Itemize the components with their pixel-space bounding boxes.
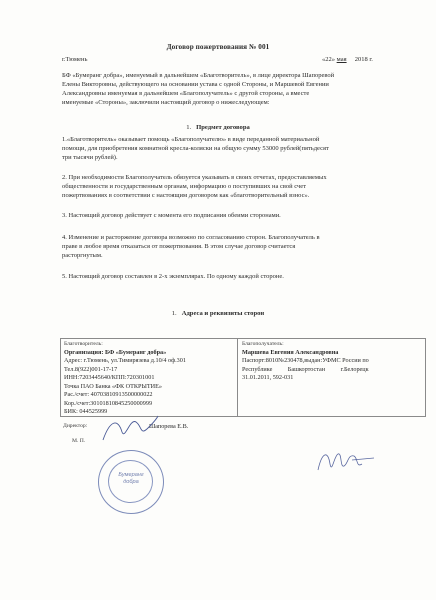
director-name: Шапорева Е.В. xyxy=(149,423,189,430)
donor-details xyxy=(64,340,236,417)
donor-address: Адрес: г.Тюмень, ул.Тимирязева д.10/4 оф.301 xyxy=(64,357,186,364)
intro-line: БФ «Бумеранг добра», именуемый в дальнейшем «Благотворитель», в лице директора Шапоревой xyxy=(62,72,335,79)
date-day: «22» xyxy=(322,56,335,63)
recipient-signature xyxy=(312,440,382,490)
clause-line: 2. При необходимости Благополучатель обязуется указывать в своих отчетах, предоставляемых xyxy=(62,174,327,181)
intro-line: именуемые «Стороны», заключили настоящий договор о нижеследующем: xyxy=(62,99,270,106)
section-title: Предмет договора xyxy=(196,124,250,131)
date-month: мая xyxy=(336,56,347,63)
requisites-table xyxy=(60,338,426,417)
section-heading-requisites xyxy=(0,310,436,317)
document-date xyxy=(322,56,373,63)
director-signature xyxy=(100,410,160,445)
clause-3 xyxy=(62,211,421,220)
clause-line: 3. Настоящий договор действует с момента его подписания обеими сторонами. xyxy=(62,212,281,219)
clause-2 xyxy=(62,173,421,200)
donor-corr-account: Кор./счет:30101810845250000999 xyxy=(64,399,153,407)
stamp-line-1: Бумеранг xyxy=(118,472,144,478)
recipient-name: Маршева Евгения Александровна xyxy=(242,348,339,356)
section-number: 1. xyxy=(186,124,192,131)
clause-5 xyxy=(62,272,421,281)
table-divider xyxy=(237,339,238,416)
clause-4 xyxy=(62,233,421,260)
intro-paragraph xyxy=(62,71,421,107)
recipient-passport: Паспорт:8010№230478,выдан:УФМС России по xyxy=(242,357,369,364)
date-year: 2018 г. xyxy=(354,56,373,63)
section-heading-subject xyxy=(0,124,436,131)
document-city: г.Тюмень xyxy=(62,56,88,63)
recipient-caption: Благополучатель: xyxy=(242,341,284,347)
donor-phone: Тел.8(922)001-17-17 xyxy=(64,365,118,373)
donor-org: Организация: БФ «Бумеранг добра» xyxy=(64,348,167,356)
clause-line: расторгнутым. xyxy=(62,252,103,259)
donor-bank: Точка ПАО Банка «ФК ОТКРЫТИЕ» xyxy=(64,382,163,390)
stamp-place-label: М. П. xyxy=(72,438,86,444)
document-title: Договор пожертвования № 001 xyxy=(166,43,270,51)
clause-line: 5. Настоящий договор составлен в 2-х экземплярах. По одному каждой стороне. xyxy=(62,273,284,280)
stamp-line-2: добра xyxy=(123,479,139,485)
clause-line: общественности и государственным органам, информацию о поступивших на свой счет xyxy=(62,183,307,190)
section-title: Адреса и реквизиты сторон xyxy=(181,310,265,317)
clause-1 xyxy=(62,135,421,162)
donor-caption: Благотворитель: xyxy=(64,341,103,347)
organization-stamp xyxy=(98,450,164,514)
donor-account: Рас./счет: 40703810913500000022 xyxy=(64,391,153,398)
clause-line: три тысячи рублей). xyxy=(62,154,118,161)
donor-inn: ИНН:7203445640/КПП:720301001 xyxy=(64,374,155,381)
clause-line: праве в любое время отказаться от пожертвования. В этом случае договор считается xyxy=(62,243,296,250)
intro-line: Елены Викторовны, действующего на основании устава с одной Стороны, и Маршевой Евгении xyxy=(62,81,329,88)
clause-line: пожертвованиях в соответствии с настоящим договором как «благотворительный взнос». xyxy=(62,192,310,199)
clause-line: 1.«Благотворитель» оказывает помощь «Благополучателю» в виде переданной материальной xyxy=(62,136,320,143)
intro-line: Александровны именуемая в дальнейшем «Благополучатель» с другой стороны, а вместе xyxy=(62,90,310,97)
recipient-issued: 31.01.2011, 592-031 xyxy=(242,374,294,381)
recipient-region: Республике Башкортостан г.Белорецк xyxy=(242,365,369,373)
recipient-details xyxy=(242,340,422,383)
clause-line: помощи, для приобретения комнатной кресла-коляски на общую сумму 53000 рублей(пятьдесят xyxy=(62,145,329,152)
director-label: Директор: xyxy=(63,423,88,429)
section-number: 1. xyxy=(171,310,177,317)
donor-bik: БИК: 044525999 xyxy=(64,408,108,415)
clause-line: 4. Изменение и расторжение договора возможно по согласованию сторон. Благополучатель в xyxy=(62,234,320,241)
